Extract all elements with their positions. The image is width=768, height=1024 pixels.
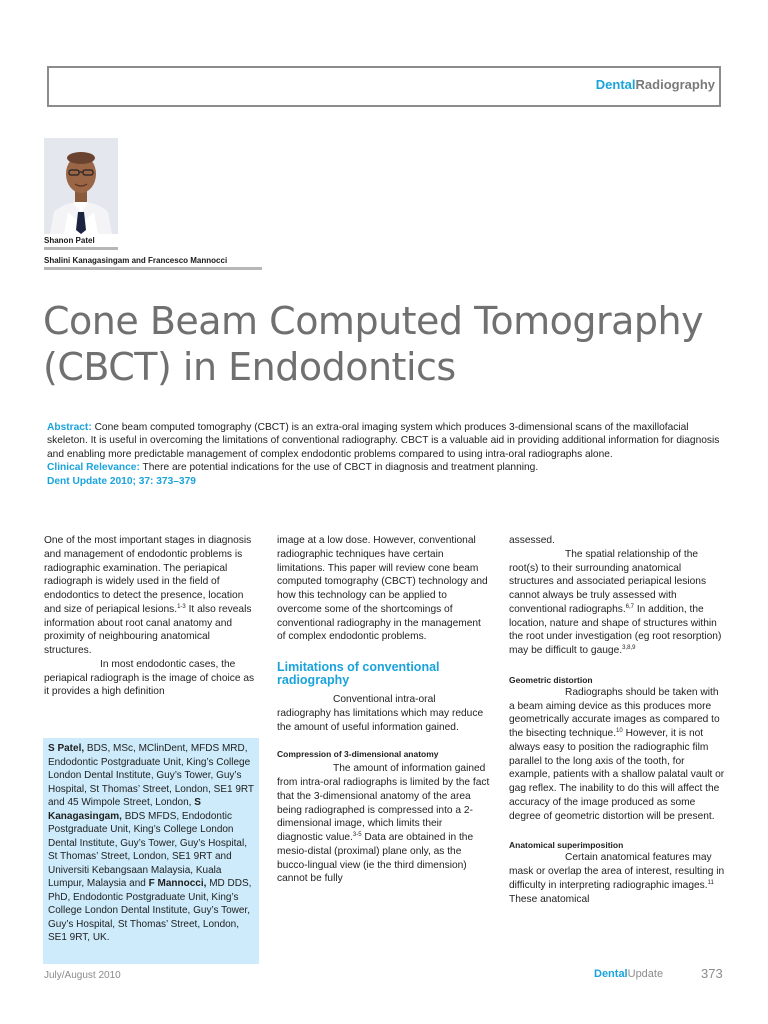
col3-p1-ref-2: 3,8,9	[622, 645, 636, 651]
col2-paragraph-3	[277, 762, 491, 886]
col3-p1-ref: 6,7	[625, 603, 635, 610]
col1-p1-end: It also reveals information about root canal anatomy and proximity of neighbouring anatomical structures.	[44, 603, 252, 656]
col2-p3-ref: 3-5	[352, 832, 362, 838]
col3-paragraph-1	[509, 548, 725, 658]
column-2	[277, 534, 491, 886]
col1-paragraph-2	[44, 658, 260, 699]
section-label-accent: Dental	[595, 77, 636, 92]
col1-paragraph-1	[44, 534, 260, 658]
col3-p2-text: Radiographs should be taken with a beam aiming device as this produces more geometrically accurate images as compared to the bisecting technique.	[509, 686, 720, 739]
author-name: Shanon Patel	[44, 236, 95, 245]
journal-name-rest: Update	[627, 968, 664, 980]
co-authors: Shalini Kanagasingam and Francesco Mannocci	[44, 256, 228, 265]
section-label-rest: Radiography	[635, 77, 715, 92]
col2-paragraph-1: image at a low dose. However, conventional radiographic techniques have certain limitations. This paper will review cone beam computed tomography (CBCT) technology and how this technology can be applied to overcome some of the shortcomings of conventional radiography in the management of complex endodontic problems.	[277, 535, 488, 643]
affiliation-box	[43, 738, 259, 964]
col3-p2-ref: 10	[616, 728, 623, 734]
col1-p1-ref: 1-3	[177, 603, 186, 610]
issue-date: July/August 2010	[44, 970, 121, 981]
col3-p3-text: Certain anatomical features may mask or overlap the area of interest, resulting in difficulty in interpreting radiographic images.	[509, 852, 725, 891]
col3-paragraph-3	[509, 851, 725, 906]
col3-p3-ref: 11	[707, 879, 714, 886]
author-rule-1	[44, 247, 118, 250]
col3-p3-end: These anatomical	[509, 893, 590, 905]
journal-name	[594, 968, 663, 980]
affil-name-2: S Kanagasingam,	[48, 797, 201, 822]
abstract	[47, 421, 727, 488]
col3-p1-end: In addition, the location, nature and shape of structures within the root under investigation (eg root resorption) may be difficult to gauge.	[509, 603, 722, 656]
col2-p2-text: Conventional intra-oral radiography has limitations which may reduce the amount of useful information gained.	[277, 694, 484, 733]
affil-name-1: S Patel,	[48, 743, 85, 754]
section-label	[596, 77, 715, 92]
section-heading-limitations: Limitations of conventional radiography	[277, 660, 440, 687]
abstract-text: Cone beam computed tomography (CBCT) is an extra-oral imaging system which produces 3-dimensional scans of the maxillofacial skeleton. It is useful in overcoming the limitations of conventional radiography. CBCT is a valuable aid in providing additional information for diagnosis and enabling more predictable management of complex endodontic problems compared to using intra-oral radiographs alone.	[47, 422, 720, 460]
affil-name-3: F Mannocci,	[148, 878, 207, 889]
column-3	[509, 534, 725, 906]
article-title	[43, 298, 733, 390]
col3-p2-end: However, it is not always easy to position the radiographic film parallel to the long axis of the tooth, for example, patients with a shallow palatal vault or gag reflex. The inability to do this will affect the accuracy of the image produced as some degree of geometric distortion will be present.	[509, 728, 725, 822]
journal-name-accent: Dental	[594, 968, 628, 980]
subheading-geometric-distortion: Geometric distortion	[509, 674, 593, 685]
affil-text-3: MD DDS, PhD, Endodontic Postgraduate Unit, King’s College London Dental Institute, Guy’s Tower, Guy’s Hospital, St Thomas’ Street, London, SE1 9RT, UK.	[48, 878, 252, 943]
column-1	[44, 534, 260, 699]
col3-paragraph-2	[509, 686, 725, 824]
page-number: 373	[701, 966, 723, 981]
col2-p3-end: Data are obtained in the mesio-distal (proximal) plane only, as the bucco-lingual view (ie the third dimension) cannot be fully	[277, 832, 474, 885]
title-line-2: (CBCT) in Endodontics	[43, 345, 456, 389]
author-photo	[44, 138, 118, 234]
affil-text-2: BDS MFDS, Endodontic Postgraduate Unit, King’s College London Dental Institute, Guy’s Tower, Guy’s Hospital, St Thomas’ Street, London, SE1 9RT and Universiti Kebangsaan Malaysia, Kuala Lumpur, Malaysia and	[48, 810, 247, 889]
clinical-relevance-text: There are potential indications for the use of CBCT in diagnosis and treatment planning.	[139, 462, 539, 474]
subheading-anatomical-superimposition: Anatomical superimposition	[509, 840, 624, 851]
col1-p1-text: One of the most important stages in diagnosis and management of endodontic problems is radiographic examination. The periapical radiograph is widely used in the field of endodontics to detect the presence, location and size of periapical lesions.	[44, 535, 252, 615]
author-rule-2	[44, 267, 262, 270]
header-box	[47, 66, 721, 107]
clinical-relevance-label: Clinical Relevance:	[47, 462, 140, 474]
subheading-compression: Compression of 3-dimensional anatomy	[277, 749, 439, 760]
citation: Dent Update 2010; 37: 373–379	[47, 475, 196, 487]
col2-p3-text: The amount of information gained from intra-oral radiographs is limited by the fact that the 3-dimensional anatomy of the area being radiographed is compressed into a 2-dimensional image, which limits their diagnostic value.	[277, 763, 490, 843]
col2-paragraph-2	[277, 693, 491, 734]
title-line-1: Cone Beam Computed Tomography	[43, 299, 704, 343]
col3-p1-text: The spatial relationship of the root(s) to their surrounding anatomical structures and associated periapical lesions cannot always be truly assessed with conventional radiographs.	[509, 548, 707, 615]
col3-paragraph-0: assessed.	[509, 535, 555, 546]
col1-p2-text: In most endodontic cases, the periapical radiograph is the image of choice as it provides a high definition	[44, 658, 255, 698]
abstract-label: Abstract:	[47, 422, 92, 433]
affil-text-1: BDS, MSc, MClinDent, MFDS MRD, Endodontic Postgraduate Unit, King’s College London Dental Institute, Guy’s Tower, Guy’s Hospital, St Thomas’ Street, London, SE1 9RT and 45 Wimpole Street, London,	[48, 743, 254, 808]
